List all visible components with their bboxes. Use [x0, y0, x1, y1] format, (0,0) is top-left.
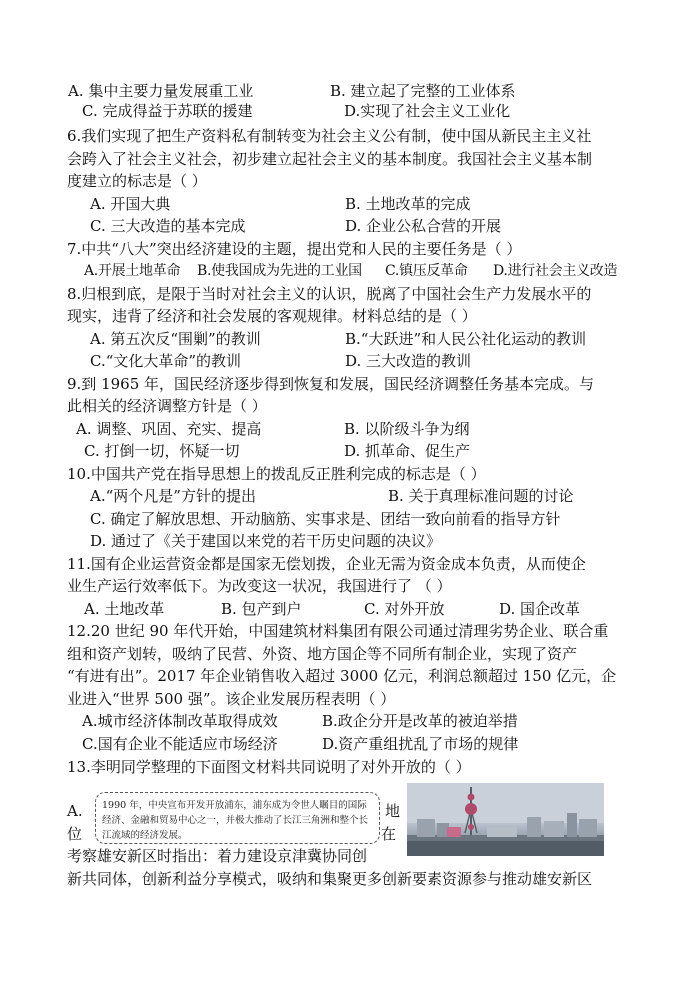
option-11a: A. 土地改革	[84, 600, 165, 618]
question-13-line3: 考察雄安新区时指出：着力建设京津冀协同创	[67, 847, 368, 865]
question-13-option-a-start: A.	[67, 802, 83, 820]
question-6-line1: 6.我们实现了把生产资料私有制转变为社会主义公有制，使中国从新民主主义社	[67, 127, 592, 145]
option-5a: A. 集中主要力量发展重工业	[68, 82, 254, 100]
pudong-text-callout	[95, 792, 380, 844]
question-12-line2: 组和资产划转，吸纳了民营、外资、地方国企等不同所有制企业，实现了资产	[67, 645, 578, 663]
option-9d: D. 抓革命、促生产	[344, 442, 471, 460]
option-7d: D.进行社会主义改造	[493, 263, 618, 279]
option-11b: B. 包产到户	[221, 600, 302, 618]
option-10d: D. 通过了《关于建国以来党的若干历史问题的决议》	[90, 532, 442, 550]
option-10b: B. 关于真理标准问题的讨论	[388, 487, 574, 505]
question-13-fragment-2: 位	[67, 825, 83, 843]
option-6d: D. 企业公私合营的开展	[345, 217, 502, 235]
option-7c: C.镇压反革命	[385, 263, 468, 279]
question-6-line3: 度建立的标志是（ ）	[67, 172, 207, 190]
option-11c: C. 对外开放	[364, 600, 445, 618]
question-11-line2: 业生产运行效率低下。为改变这一状况，我国进行了 （ ）	[67, 577, 452, 595]
question-10: 10.中国共产党在指导思想上的拨乱反正胜利完成的标志是（ ）	[67, 465, 486, 483]
option-9a: A. 调整、巩固、充实、提高	[76, 420, 262, 438]
option-7a: A.开展土地革命	[84, 263, 181, 279]
question-13-fragment-3: 在	[381, 825, 397, 843]
option-12c: C.国有企业不能适应市场经济	[82, 735, 278, 753]
question-9-line1: 9.到 1965 年，国民经济逐步得到恢复和发展，国民经济调整任务基本完成。与	[67, 375, 595, 393]
option-5c: C. 完成得益于苏联的援建	[82, 102, 253, 120]
option-6c: C. 三大改造的基本完成	[90, 217, 246, 235]
option-6b: B. 土地改革的完成	[345, 195, 471, 213]
option-8a: A. 第五次反“围剿”的教训	[90, 330, 261, 348]
question-9-line2: 此相关的经济调整方针是（ ）	[67, 397, 267, 415]
option-12a: A.城市经济体制改革取得成效	[82, 712, 278, 730]
question-13-fragment-1: 地	[385, 802, 401, 820]
option-8c: C.“文化大革命”的教训	[90, 352, 242, 370]
option-9b: B. 以阶级斗争为纲	[344, 420, 470, 438]
option-5d: D.实现了社会主义工业化	[344, 102, 511, 120]
option-8b: B.“大跃进”和人民公社化运动的教训	[345, 330, 587, 348]
question-12-line3: “有进有出”。2017 年企业销售收入超过 3000 亿元，利润总额超过 150 亿元，企	[67, 667, 617, 685]
option-11d: D. 国企改革	[499, 600, 581, 618]
question-8-line1: 8.归根到底，是限于当时对社会主义的认识，脱离了中国社会生产力发展水平的	[67, 285, 592, 303]
callout-text: 1990 年，中央宣布开发开放浦东，浦东成为令世人瞩目的国际经济、金融和贸易中心之一，并极大推动了长江三角洲和整个长江流域的经济发展。	[102, 800, 369, 841]
pudong-skyline-photo	[407, 783, 604, 856]
option-6a: A. 开国大典	[90, 195, 171, 213]
option-10c: C. 确定了解放思想、开动脑筋、实事求是、团结一致向前看的指导方针	[90, 510, 561, 528]
option-5b: B. 建立起了完整的工业体系	[330, 82, 516, 100]
question-8-line2: 现实，违背了经济和社会发展的客观规律。材料总结的是（ ）	[67, 307, 477, 325]
option-12d: D.资产重组扰乱了市场的规律	[322, 735, 519, 753]
option-8d: D. 三大改造的教训	[345, 352, 472, 370]
option-12b: B.政企分开是改革的被迫举措	[322, 712, 518, 730]
option-10a: A.“两个凡是”方针的提出	[90, 487, 256, 505]
question-6-line2: 会跨入了社会主义社会，初步建立起社会主义的基本制度。我国社会主义基本制	[67, 150, 593, 168]
question-12-line4: 业进入“世界 500 强”。该企业发展历程表明（ ）	[67, 690, 396, 708]
question-12-line1: 12.20 世纪 90 年代开始，中国建筑材料集团有限公司通过清理劣势企业、联合重	[67, 622, 609, 640]
question-11-line1: 11.国有企业运营资金都是国家无偿划拨，企业无需为资金成本负责，从而使企	[67, 555, 586, 573]
question-13: 13.李明同学整理的下面图文材料共同说明了对外开放的（ ）	[67, 758, 471, 776]
skyline-illustration	[407, 783, 604, 856]
option-7b: B.使我国成为先进的工业国	[197, 263, 362, 279]
question-13-line4: 新共同体，创新利益分享模式，吸纳和集聚更多创新要素资源参与推动雄安新区	[67, 870, 593, 888]
option-9c: C. 打倒一切，怀疑一切	[84, 442, 240, 460]
question-7: 7.中共“八大”突出经济建设的主题，提出党和人民的主要任务是（ ）	[67, 240, 522, 258]
